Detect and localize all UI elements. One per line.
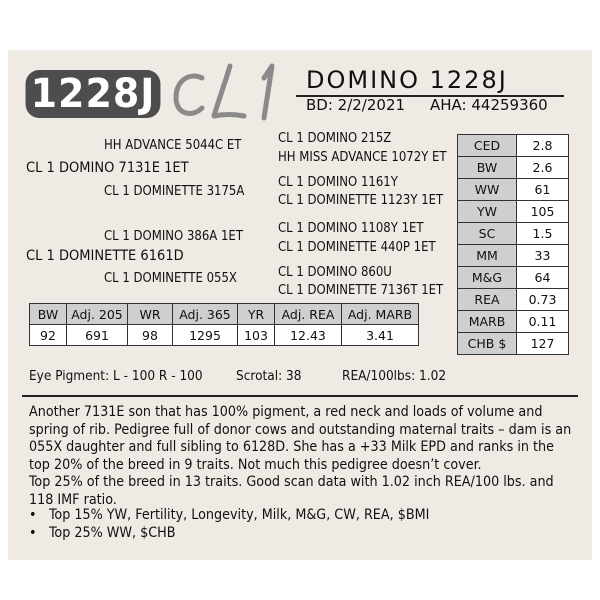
adjusted-header: Adj. MARB [342,304,419,325]
birth-date: BD: 2/2/2021 [306,96,406,114]
adjusted-value: 98 [128,325,173,346]
pedigree-sire-sire-sire: CL 1 DOMINO 215Z [278,131,392,146]
epd-label: SC [458,223,517,245]
epd-row [458,157,569,179]
bullet-icon: • [29,507,37,523]
epd-label: YW [458,201,517,223]
list-item [29,525,429,543]
epd-value: 1.5 [517,223,569,245]
bullet-icon: • [29,524,37,541]
epd-row [458,201,569,223]
pedigree-dam-dam: CL 1 DOMINETTE 055X [104,271,237,286]
epd-label: BW [458,157,517,179]
pedigree-dam-dam-dam: CL 1 DOMINETTE 7136T 1ET [278,283,444,298]
pedigree-sire-sire-dam: HH MISS ADVANCE 1072Y ET [278,150,447,165]
epd-label: MM [458,245,517,267]
epd-row [458,135,569,157]
epd-value: 2.8 [517,135,569,157]
pedigree-sire-dam-sire: CL 1 DOMINO 1161Y [278,175,398,190]
adjusted-performance-table [29,303,419,346]
epd-label: REA [458,289,517,311]
adjusted-value: 12.43 [275,325,342,346]
epd-value: 2.6 [517,157,569,179]
adjusted-header: BW [30,304,67,325]
epd-table [457,134,569,355]
epd-row [458,311,569,333]
lot-number-badge: 1228J [26,70,161,118]
pedigree-sire: CL 1 DOMINO 7131E 1ET [26,160,189,176]
adjusted-value: 3.41 [342,325,419,346]
adjusted-header: WR [128,304,173,325]
pedigree-dam-sire-dam: CL 1 DOMINETTE 440P 1ET [278,240,436,255]
pedigree-sire-sire: HH ADVANCE 5044C ET [104,138,242,153]
adjusted-value: 691 [67,325,128,346]
pedigree-dam-sire: CL 1 DOMINO 386A 1ET [104,229,243,244]
epd-value: 105 [517,201,569,223]
epd-row [458,179,569,201]
rea-ratio: REA/100lbs: 1.02 [342,368,447,384]
description [29,404,574,509]
section-divider [22,395,578,397]
description-paragraph: Top 25% of the breed in 13 traits. Good scan data with 1.02 inch REA/100 lbs. and 118 IMF ratio. [29,474,554,508]
highlight-text: Top 15% YW, Fertility, Longevity, Milk, M&G, CW, REA, $BMI [49,507,430,523]
epd-row [458,245,569,267]
epd-row [458,267,569,289]
epd-label: WW [458,179,517,201]
epd-row [458,223,569,245]
adjusted-header: YR [238,304,275,325]
adjusted-value: 103 [238,325,275,346]
adjusted-header: Adj. 205 [67,304,128,325]
epd-label: M&G [458,267,517,289]
pedigree-dam-dam-sire: CL 1 DOMINO 860U [278,265,392,280]
scrotal-measure: Scrotal: 38 [236,368,302,384]
epd-row [458,333,569,355]
pedigree-sire-dam: CL 1 DOMINETTE 3175A [104,184,245,199]
epd-value: 64 [517,267,569,289]
adjusted-header: Adj. REA [275,304,342,325]
description-paragraph: Another 7131E son that has 100% pigment, a red neck and loads of volume and spring of rib. Pedigree full of donor cows and outstanding maternal traits – dam is an 055X daughter and full sibling to 6128D. She has a +33 Milk EPD and ranks in the top 20% of the breed in 9 traits. Not much this pedigree doesn’t cover. [29,404,572,473]
cl1-brand-logo [168,56,288,126]
epd-value: 127 [517,333,569,355]
adjusted-value: 1295 [173,325,238,346]
epd-value: 0.11 [517,311,569,333]
epd-label: CED [458,135,517,157]
adjusted-value-row [30,325,419,346]
pedigree-dam: CL 1 DOMINETTE 6161D [26,248,184,264]
epd-row [458,289,569,311]
epd-label: MARB [458,311,517,333]
highlights-list [29,507,429,542]
pedigree-sire-dam-dam: CL 1 DOMINETTE 1123Y 1ET [278,193,444,208]
adjusted-header: Adj. 365 [173,304,238,325]
epd-value: 0.73 [517,289,569,311]
pedigree-dam-sire-sire: CL 1 DOMINO 1108Y 1ET [278,221,424,236]
animal-name: DOMINO 1228J [306,66,508,94]
highlight-text: Top 25% WW, $CHB [49,524,176,541]
adjusted-value: 92 [30,325,67,346]
epd-value: 61 [517,179,569,201]
epd-label: CHB $ [458,333,517,355]
list-item [29,507,429,525]
epd-value: 33 [517,245,569,267]
registration-number: AHA: 44259360 [430,96,548,114]
eye-pigment: Eye Pigment: L - 100 R - 100 [29,368,203,384]
adjusted-header-row [30,304,419,325]
